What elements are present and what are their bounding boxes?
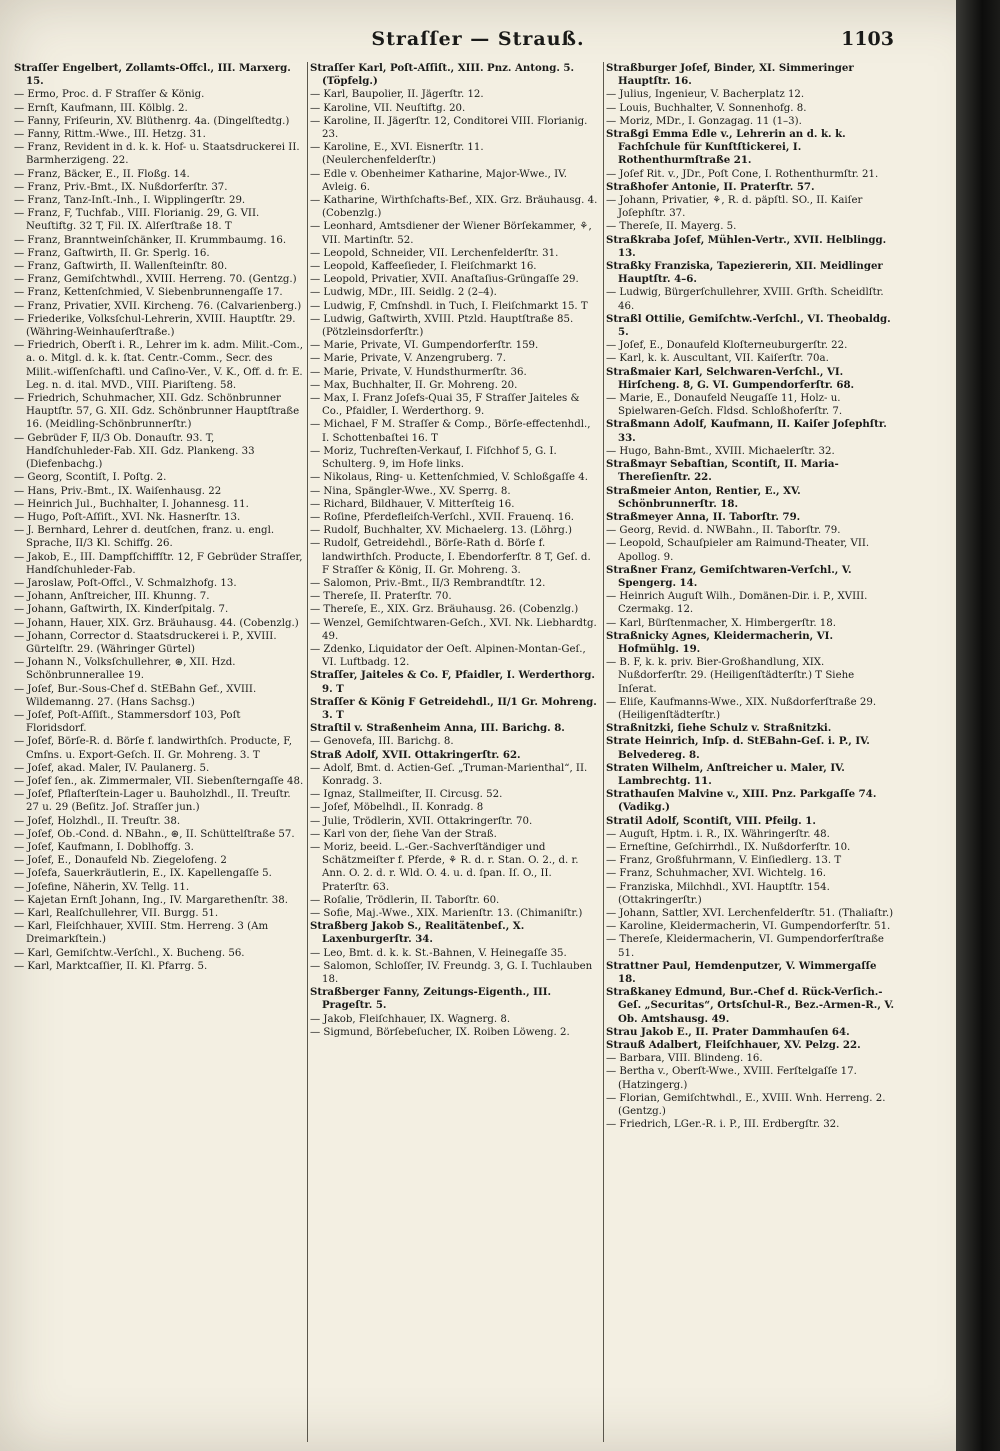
directory-entry: — Karl, Realſchullehrer, VII. Burgg. 51. <box>14 908 219 919</box>
directory-entry: — Jaroslaw, Poſt-Offcl., V. Schmalzhofg. 13. <box>14 577 237 589</box>
directory-entry: — Erneſtine, Geſchirrhdl., IX. Nußdorferſtr. 10. <box>606 841 851 853</box>
directory-entry: — B. F, k. k. priv. Bier-Großhandlung, XIX. Nußdorferſtr. 29. (Heiligenſtädterſtr.) T Siehe Inſerat. <box>606 657 855 695</box>
directory-entry: — Leopold, Schauſpieler am Raimund-Theater, VII. Apollog. 9. <box>606 538 870 563</box>
directory-entry: — Joſefine, Näherin, XV. Tellg. 11. <box>14 881 190 893</box>
directory-entry: — Marie, Private, VI. Gumpendorferſtr. 159. <box>310 340 539 352</box>
directory-entry: — Franz, Tanz-Inſt.-Inh., I. Wipplingerſtr. 29. <box>14 195 246 207</box>
directory-entry: — Heinrich Jul., Buchhalter, I. Johannesg. 11. <box>14 498 249 510</box>
directory-entry: — Johann N., Volksſchullehrer, ⊛, XII. Hzd. Schönbrunnerallee 19. <box>14 657 236 682</box>
directory-entry: — Ludwig, Gaſtwirth, XVIII. Ptzld. Hauptſtraße 85. (Pötzleinsdorferſtr.) <box>310 313 574 339</box>
directory-entry: — Fanny, Friſeurin, XV. Blüthenrg. 4a. (Dingelſtedtg.) <box>14 115 290 127</box>
directory-entry: — Jakob, Fleiſchhauer, IX. Wagnerg. 8. <box>310 1013 511 1025</box>
directory-columns <box>14 62 894 1442</box>
directory-entry: Straßkaney Edmund, Bur.-Chef d. Rück-Verſich.-Geſ. „Securitas“, Ortsſchul-R., Bez.-Armen-R., V. Ob. Amtshausg. 49. <box>606 986 895 1025</box>
directory-entry: — Edle v. Obenheimer Katharine, Major-Wwe., IV. Avleig. 6. <box>310 168 567 193</box>
directory-entry: — Julius, Ingenieur, V. Bacherplatz 12. <box>606 89 805 101</box>
directory-entry: — Eliſe, Kaufmanns-Wwe., XIX. Nußdorferſtraße 29. (Heiligenſtädterſtr.) <box>606 696 877 721</box>
column-2 <box>310 62 600 1442</box>
directory-entry: — Sofie, Maj.-Wwe., XIX. Marienſtr. 13. (Chimaniſtr.) <box>310 908 583 919</box>
directory-entry: Straten Wilhelm, Anſtreicher u. Maler, IV. Lambrechtg. 11. <box>606 761 845 787</box>
directory-entry: Straſtil v. Straßenheim Anna, III. Barichg. 8. <box>310 722 565 735</box>
directory-entry: — Joſef, Holzhdl., II. Treuſtr. 38. <box>14 815 181 827</box>
directory-entry: — Hugo, Poſt-Aſſiſt., XVI. Nk. Hasnerſtr. 13. <box>14 511 241 523</box>
directory-entry: — Marie, Private, V. Anzengruberg. 7. <box>310 353 506 365</box>
directory-entry: — Katharine, Wirthſchafts-Bef., XIX. Grz. Bräuhausg. 4. (Cobenzlg.) <box>310 195 598 220</box>
column-divider <box>603 62 604 1442</box>
directory-entry: — Leonhard, Amtsdiener der Wiener Börſekammer, ⚘, VII. Martinſtr. 52. <box>310 221 592 246</box>
directory-entry: Stratil Adolf, Scontiſt, VIII. Pfeilg. 1. <box>606 814 816 827</box>
directory-entry: — Joſef ſen., ak. Zimmermaler, VII. Siebenſterngaſſe 48. <box>14 775 304 787</box>
directory-entry: — Gebrüder F, II/3 Ob. Donauſtr. 93. T, Handſchuhleder-Fab. XII. Gdz. Plankeng. 33 (Diefenbachg.) <box>14 432 255 471</box>
directory-entry: — Friedrich, Oberſt i. R., Lehrer im k. adm. Milit.-Com., a. o. Mitgl. d. k. k. ſtat. Centr.-Comm., Secr. des Milit.-wiſſenſchaftl. und Caſino-Ver., V. K., Off. d. fr. E. Leg. n. d. ital. MVD., VIII. Piariſteng. 58. <box>14 340 303 391</box>
directory-entry: — Leopold, Kaffeeſieder, I. Fleiſchmarkt 16. <box>310 261 537 273</box>
directory-entry: — Joſef Rit. v., JDr., Poſt Cone, I. Rothenthurmſtr. 21. <box>606 168 879 180</box>
directory-entry: Straßgi Emma Edle v., Lehrerin an d. k. k. Fachſchule für Kunſtſtickerei, I. Rothenthurmſtraße 21. <box>606 128 846 167</box>
directory-entry: Straſſer Engelbert, Zollamts-Offcl., III. Marxerg. 15. <box>14 62 291 88</box>
directory-entry: — Franz, Schuhmacher, XVI. Wichtelg. 16. <box>606 868 826 880</box>
directory-entry: — Franziska, Milchhdl., XVI. Hauptſtr. 154. (Ottakringerſtr.) <box>606 881 830 906</box>
directory-entry: — Ludwig, F, Cmſnshdl. in Tuch, I. Fleiſchmarkt 15. T <box>310 300 588 312</box>
page-number: 1103 <box>841 28 894 50</box>
column-divider <box>307 62 308 1442</box>
directory-entry: — Joſef, Poſt-Aſſiſt., Stammersdorf 103, Poſt Floridsdorf. <box>14 709 241 735</box>
directory-entry: Straßberg Jakob S., Realitätenbeſ., X. Laxenburgerſtr. 34. <box>310 920 525 946</box>
directory-entry: Straßmayr Sebaſtian, Scontiſt, II. Maria-Thereſienſtr. 22. <box>606 458 839 484</box>
directory-entry: Strau Jakob E., II. Prater Dammhauſen 64. <box>606 1025 850 1038</box>
directory-entry: — Rudolf, Getreidehdl., Börſe-Rath d. Börſe f. landwirthſch. Producte, I. Ebendorferſtr. 8 T, Geſ. d. F Straſſer & König, II. Gr. Mohreng. 3. <box>310 538 591 576</box>
directory-entry: Straß Adolf, XVII. Ottakringerſtr. 62. <box>310 748 521 761</box>
directory-entry: — Karoline, Kleidermacherin, VI. Gumpendorferſtr. 51. <box>606 921 891 933</box>
directory-entry: — Karl, Fleiſchhauer, XVIII. Stm. Herreng. 3 (Am Dreimarkſtein.) <box>14 921 269 946</box>
directory-entry: Straßner Franz, Gemiſchtwaren-Verſchl., V. Spengerg. 14. <box>606 563 852 589</box>
directory-entry: Straßmaier Karl, Selchwaren-Verſchl., VI. Hirſcheng. 8, G. VI. Gumpendorferſtr. 68. <box>606 365 855 391</box>
directory-entry: — Roſine, Pferdefleiſch-Verſchl., XVII. Frauenq. 16. <box>310 511 575 523</box>
directory-entry: — Franz, Gaſtwirth, II. Gr. Sperlg. 16. <box>14 247 210 259</box>
directory-entry: Straßnitzki, ſiehe Schulz v. Straßnitzki. <box>606 722 832 735</box>
directory-entry: — Karl, k. k. Auscultant, VII. Kaiſerſtr. 70a. <box>606 353 829 365</box>
directory-entry: — Karl, Baupolier, II. Jägerſtr. 12. <box>310 89 484 101</box>
directory-entry: — Richard, Bildhauer, V. Mitterſteig 16. <box>310 498 515 510</box>
directory-entry: — Thereſe, II. Praterſtr. 70. <box>310 591 452 603</box>
directory-entry: — Joſef, Börſe-R. d. Börſe f. landwirthſch. Producte, F, Cmſns. u. Export-Geſch. II. Gr. Mohreng. 3. T <box>14 736 293 761</box>
directory-entry: — Kajetan Ernſt Johann, Ing., IV. Margarethenſtr. 38. <box>14 894 288 906</box>
directory-entry: — Leopold, Schneider, VII. Lerchenfelderſtr. 31. <box>310 247 559 259</box>
directory-entry: — Roſalie, Trödlerin, II. Taborſtr. 60. <box>310 894 500 906</box>
directory-entry: — Karl, Gemiſchtw.-Verſchl., X. Bucheng. 56. <box>14 947 245 959</box>
directory-entry: — Ludwig, Bürgerſchullehrer, XVIII. Grſth. Scheidlſtr. 46. <box>606 287 884 312</box>
directory-entry: — Joſef, Kaufmann, I. Doblhoffg. 3. <box>14 841 194 853</box>
directory-entry: — Wenzel, Gemiſchtwaren-Geſch., XVI. Nk. Liebhardtg. 49. <box>310 617 597 642</box>
directory-entry: — Franz, Gaſtwirth, II. Wallenſteinſtr. 80. <box>14 261 228 273</box>
directory-entry: Strauß Adalbert, Fleiſchhauer, XV. Pelzg. 22. <box>606 1039 861 1052</box>
directory-entry: — Zdenko, Liquidator der Oeſt. Alpinen-Montan-Geſ., VI. Luftbadg. 12. <box>310 643 586 669</box>
directory-entry: Straßmann Adolf, Kaufmann, II. Kaiſer Joſephſtr. 33. <box>606 418 887 444</box>
directory-entry: — Max, Buchhalter, II. Gr. Mohreng. 20. <box>310 379 518 391</box>
directory-entry: — Genovefa, III. Barichg. 8. <box>310 736 454 748</box>
directory-entry: Strate Heinrich, Inſp. d. StEBahn-Geſ. i. P., IV. Belvedereg. 8. <box>606 735 870 761</box>
directory-entry: — Johann, Corrector d. Staatsdruckerei i. P., XVIII. Gürtelſtr. 29. (Währinger Gürtel) <box>14 630 277 655</box>
directory-entry: — Joſefa, Sauerkräutlerin, E., IX. Kapellengaſſe 5. <box>14 868 272 880</box>
directory-entry: Strattner Paul, Hemdenputzer, V. Wimmergaſſe 18. <box>606 959 877 986</box>
directory-entry: — Thereſe, Kleidermacherin, VI. Gumpendorferſtraße 51. <box>606 934 884 959</box>
directory-entry: Straſſer & König F Getreidehdl., II/1 Gr. Mohreng. 3. T <box>310 695 597 721</box>
directory-entry: — Friedrich, LGer.-R. i. P., III. Erdbergſtr. 32. <box>606 1119 840 1131</box>
page-header <box>0 28 956 56</box>
directory-entry: — Bertha v., Oberſt-Wwe., XVIII. Ferſtelgaſſe 17. (Hatzingerg.) <box>606 1066 857 1091</box>
directory-entry: Straßmeier Anton, Rentier, E., XV. Schönbrunnerſtr. 18. <box>606 484 801 510</box>
directory-entry: — Ernſt, Kaufmann, III. Kölblg. 2. <box>14 102 188 114</box>
directory-entry: — Franz, Revident in d. k. k. Hof- u. Staatsdruckerei II. Barmherzigeng. 22. <box>14 142 300 167</box>
directory-entry: Straßkraba Joſef, Mühlen-Vertr., XVII. Helblingg. 13. <box>606 233 887 259</box>
directory-entry: — Franz, Privatier, XVII. Kircheng. 76. (Calvarienberg.) <box>14 300 302 312</box>
column-1 <box>14 62 304 1442</box>
directory-entry: Straßnicky Agnes, Kleidermacherin, VI. Hofmühlg. 19. <box>606 629 833 655</box>
directory-entry: — Hugo, Bahn-Bmt., XVIII. Michaelerſtr. 32. <box>606 445 835 457</box>
directory-entry: — Marie, Private, V. Hundsthurmerſtr. 36. <box>310 366 527 378</box>
directory-entry: — Nina, Spängler-Wwe., XV. Sperrg. 8. <box>310 485 511 497</box>
directory-entry: — Franz, Gemiſchtwhdl., XVIII. Herreng. 70. (Gentzg.) <box>14 274 297 286</box>
directory-entry: — Joſef, Bur.-Sous-Chef d. StEBahn Gef., XVIII. Wildemanng. 27. (Hans Sachsg.) <box>14 683 257 708</box>
directory-entry: — Georg, Revid. d. NWBahn., II. Taborſtr. 79. <box>606 525 841 537</box>
directory-entry: — Barbara, VIII. Blindeng. 16. <box>606 1053 763 1065</box>
directory-entry: — Franz, Kettenſchmied, V. Siebenbrunnengaſſe 17. <box>14 287 283 299</box>
directory-entry: Straſſer, Jaiteles & Co. F, Pfaidler, I. Werderthorg. 9. T <box>310 669 595 695</box>
directory-entry: — Julie, Trödlerin, XVII. Ottakringerſtr. 70. <box>310 815 533 827</box>
directory-entry: — Karl von der, ſiehe Van der Straß. <box>310 828 497 840</box>
directory-entry: — Hans, Priv.-Bmt., IX. Waiſenhausg. 22 <box>14 485 222 497</box>
directory-entry: — Moriz, Tuchreſten-Verkauf, I. Fiſchhof 5, G. I. Schulterg. 9, im Hofe links. <box>310 445 557 471</box>
directory-entry: Straßberger Fanny, Zeitungs-Eigenth., III. Prageſtr. 5. <box>310 986 552 1012</box>
directory-entry: Strathauſen Malvine v., XIII. Pnz. Parkgaſſe 74. (Vadikg.) <box>606 788 877 814</box>
directory-entry: — Moriz, beeid. L.-Ger.-Sachverſtändiger und Schätzmeiſter f. Pferde, ⚘ R. d. r. Stan. O. 2., d. r. Ann. O. 2. d. r. Wld. O. 4. u. d. ſpan. Iſ. O., II. Praterſtr. 63. <box>310 841 579 893</box>
directory-entry: — Joſef, Möbelhdl., II. Konradg. 8 <box>310 802 484 814</box>
directory-entry: — Fanny, Rittm.-Wwe., III. Hetzg. 31. <box>14 129 206 141</box>
directory-entry: — Karoline, VII. Neuſtiftg. 20. <box>310 102 466 114</box>
directory-entry: — Ludwig, MDr., III. Seidlg. 2 (2–4). <box>310 287 497 299</box>
directory-entry: — Georg, Scontiſt, I. Poſtg. 2. <box>14 472 167 484</box>
directory-entry: — Marie, E., Donaufeld Neugaſſe 11, Holz- u. Spielwaren-Geſch. Fldsd. Schloßhoferſtr. 7. <box>606 393 843 418</box>
directory-entry: — Adolf, Bmt. d. Actien-Geſ. „Truman-Marienthal“, II. Konradg. 3. <box>310 762 588 787</box>
column-3 <box>606 62 896 1442</box>
directory-entry: — Ermo, Proc. d. F Straſſer & König. <box>14 89 205 101</box>
directory-entry: Straſſer Karl, Poſt-Aſſiſt., XIII. Pnz. Antong. 5. (Töpfelg.) <box>310 62 575 88</box>
directory-entry: — Franz, Branntweinſchänker, II. Krummbaumg. 16. <box>14 234 287 246</box>
directory-entry: Straßky Franziska, Tapeziererin, XII. Meidlinger Hauptſtr. 4–6. <box>606 260 883 286</box>
directory-entry: — Joſef, Ob.-Cond. d. NBahn., ⊛, II. Schüttelſtraße 57. <box>14 828 295 840</box>
directory-entry: — Franz, Bäcker, E., II. Floßg. 14. <box>14 168 190 180</box>
directory-entry: — Salomon, Priv.-Bmt., II/3 Rembrandtſtr. 12. <box>310 577 546 589</box>
directory-entry: — Louis, Buchhalter, V. Sonnenhofg. 8. <box>606 102 807 114</box>
directory-entry: Straßhofer Antonie, II. Praterſtr. 57. <box>606 180 815 193</box>
directory-entry: — Karoline, II. Jägerſtr. 12, Conditorei VIII. Florianig. 23. <box>310 115 588 141</box>
directory-entry: Straßmeyer Anna, II. Taborſtr. 79. <box>606 510 801 523</box>
directory-entry: — Max, I. Franz Joſefs-Quai 35, F Straſſer Jaiteles & Co., Pfaidler, I. Werderthorg. 9. <box>310 393 580 418</box>
directory-entry: — Michael, F M. Straſſer & Comp., Börſe-effectenhdl., I. Schottenbaſtei 16. T <box>310 419 591 444</box>
directory-entry: — Franz, Großfuhrmann, V. Einſiedlerg. 13. T <box>606 855 842 867</box>
directory-entry: — Thereſe, E., XIX. Grz. Bräuhausg. 26. (Cobenzlg.) <box>310 604 579 616</box>
directory-entry: — Auguſt, Hptm. i. R., IX. Währingerſtr. 48. <box>606 828 830 840</box>
directory-entry: — Franz, Priv.-Bmt., IX. Nußdorferſtr. 37. <box>14 181 228 193</box>
directory-entry: — Thereſe, II. Mayerg. 5. <box>606 221 737 233</box>
directory-entry: — Rudolf, Buchhalter, XV. Michaelerg. 13. (Löhrg.) <box>310 525 573 537</box>
directory-entry: — Johann, Sattler, XVI. Lerchenfelderſtr. 51. (Thaliaſtr.) <box>606 908 894 919</box>
directory-entry: Straßburger Joſef, Binder, XI. Simmeringer Hauptſtr. 16. <box>606 62 854 88</box>
directory-entry: Straßl Ottilie, Gemiſchtw.-Verſchl., VI. Theobaldg. 5. <box>606 312 891 339</box>
directory-entry: — Florian, Gemiſchtwhdl., E., XVIII. Wnh. Herreng. 2. (Gentzg.) <box>606 1092 886 1118</box>
scan-dark-edge <box>956 0 1000 1451</box>
directory-entry: — Johann, Hauer, XIX. Grz. Bräuhausg. 44. (Cobenzlg.) <box>14 617 299 629</box>
directory-entry: — Moriz, MDr., I. Gonzagag. 11 (1–3). <box>606 115 802 127</box>
directory-entry: — Joſef, E., Donaufeld Kloſterneuburgerſtr. 22. <box>606 340 848 352</box>
directory-entry: — Leo, Bmt. d. k. k. St.-Bahnen, V. Heinegaſſe 35. <box>310 947 567 959</box>
directory-entry: — Salomon, Schloſſer, IV. Freundg. 3, G. I. Tuchlauben 18. <box>310 960 593 986</box>
directory-entry: — Joſef, Pflaſterſtein-Lager u. Bauholzhdl., II. Treuſtr. 27 u. 29 (Beſitz. Joſ. Straſſer jun.) <box>14 789 291 814</box>
directory-entry: — Johann, Gaſtwirth, IX. Kinderſpitalg. 7. <box>14 604 229 616</box>
directory-entry: — Joſef, E., Donaufeld Nb. Ziegelofeng. 2 <box>14 855 227 867</box>
directory-entry: — Ignaz, Stallmeiſter, II. Circusg. 52. <box>310 789 503 801</box>
directory-entry: — Johann, Privatier, ⚘, R. d. päpſtl. SO., II. Kaiſer Joſephſtr. 37. <box>606 195 863 220</box>
directory-entry: — Franz, F, Tuchfab., VIII. Florianig. 29, G. VII. Neuſtiftg. 32 T, Fil. IX. Alſerſtraße 18. T <box>14 208 260 233</box>
running-head-title: Straſſer — Strauß. <box>371 28 585 50</box>
directory-entry: — J. Bernhard, Lehrer d. deutſchen, franz. u. engl. Sprache, II/3 Kl. Schiffg. 26. <box>14 525 275 550</box>
directory-entry: — Sigmund, Börſebeſucher, IX. Roiben Löweng. 2. <box>310 1026 570 1038</box>
directory-entry: — Joſef, akad. Maler, IV. Paulanerg. 5. <box>14 762 210 774</box>
directory-entry: — Friederike, Volksſchul-Lehrerin, XVIII. Hauptſtr. 29. (Währing-Weinhauſerſtraße.) <box>14 313 296 339</box>
directory-entry: — Nikolaus, Ring- u. Kettenſchmied, V. Schloßgaſſe 4. <box>310 472 588 484</box>
directory-entry: — Jakob, E., III. Dampfſchiffſtr. 12, F Gebrüder Straſſer, Handſchuhleder-Fab. <box>14 551 303 576</box>
directory-entry: — Heinrich Auguſt Wilh., Domänen-Dir. i. P., XVIII. Czermakg. 12. <box>606 591 868 616</box>
directory-entry: — Leopold, Privatier, XVII. Anaſtaſius-Grüngaſſe 29. <box>310 274 579 286</box>
directory-entry: — Karoline, E., XVI. Eisnerſtr. 11. (Neulerchenfelderſtr.) <box>310 142 484 167</box>
directory-entry: — Karl, Marktcaſſier, II. Kl. Pfarrg. 5. <box>14 960 208 972</box>
directory-entry: — Friedrich, Schuhmacher, XII. Gdz. Schönbrunner Hauptſtr. 57, G. XII. Gdz. Schönbrunner Hauptſtraße 16. (Meidling-Schönbrunnerſtr.) <box>14 393 300 431</box>
directory-entry: — Karl, Bürſtenmacher, X. Himbergerſtr. 18. <box>606 617 837 629</box>
directory-entry: — Johann, Anſtreicher, III. Khunng. 7. <box>14 591 210 603</box>
